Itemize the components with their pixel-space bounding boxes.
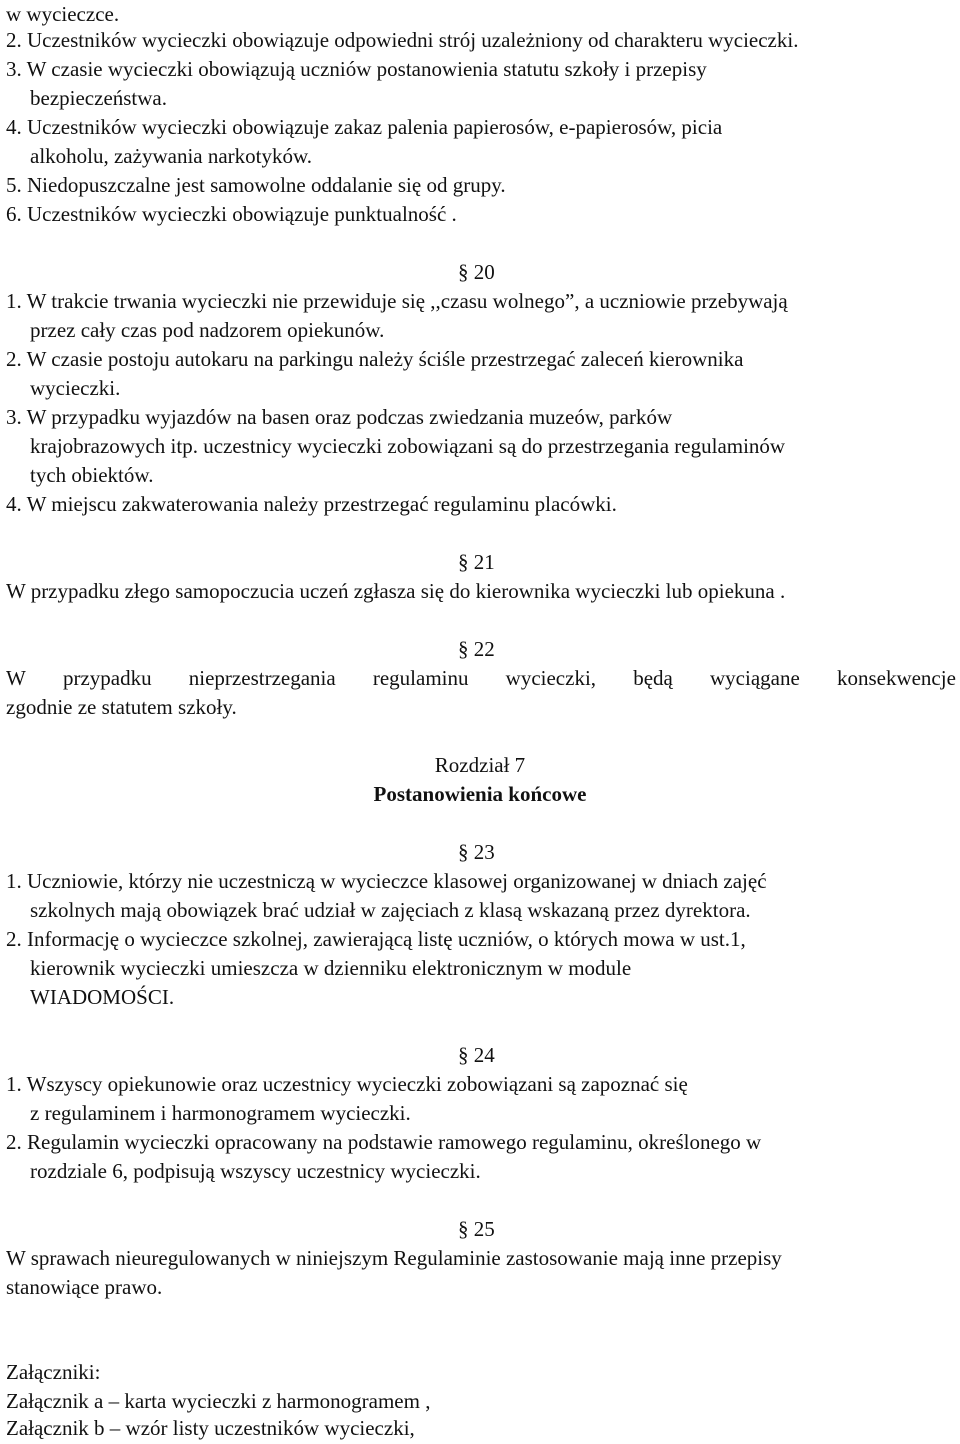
list-item: 5. Niedopuszczalne jest samowolne oddalanie się od grupy.	[6, 173, 506, 197]
word: W	[6, 666, 26, 690]
list-item-continuation: tych obiektów.	[30, 463, 154, 487]
list-item: 2. Regulamin wycieczki opracowany na podstawie ramowego regulaminu, określonego w	[6, 1130, 762, 1154]
list-item-continuation: kierownik wycieczki umieszcza w dzienniku elektronicznym w module	[30, 956, 632, 980]
list-item-continuation: z regulaminem i harmonogramem wycieczki.	[30, 1101, 411, 1125]
list-item-continuation: przez cały czas pod nadzorem opiekunów.	[30, 318, 385, 342]
section-number: § 25	[458, 1217, 495, 1241]
list-item: 1. Wszyscy opiekunowie oraz uczestnicy wycieczki zobowiązani są zapoznać się	[6, 1072, 688, 1096]
word: wycieczki,	[505, 666, 597, 690]
section-number: § 22	[458, 637, 495, 661]
list-item: 4. W miejscu zakwaterowania należy przestrzegać regulaminu placówki.	[6, 492, 617, 516]
list-item: 4. Uczestników wycieczki obowiązuje zakaz palenia papierosów, e-papierosów, picia	[6, 115, 723, 139]
list-item: 3. W przypadku wyjazdów na basen oraz podczas zwiedzania muzeów, parków	[6, 405, 673, 429]
list-item-continuation: alkoholu, zażywania narkotyków.	[30, 144, 313, 168]
list-item: 1. W trakcie trwania wycieczki nie przewiduje się ,,czasu wolnego”, a uczniowie przebywają	[6, 289, 788, 313]
attachment-item: Załącznik b – wzór listy uczestników wycieczki,	[6, 1416, 415, 1440]
attachment-item: Załącznik a – karta wycieczki z harmonogramem ,	[6, 1389, 431, 1413]
list-item-continuation: szkolnych mają obowiązek brać udział w zajęciach z klasą wskazaną przez dyrektora.	[30, 898, 751, 922]
paragraph-text	[6, 664, 956, 693]
word: wyciągane	[710, 666, 800, 690]
list-item: 1. Uczniowie, którzy nie uczestniczą w wycieczce klasowej organizowanej w dniach zajęć	[6, 869, 767, 893]
list-item: 2. Informację o wycieczce szkolnej, zawierającą listę uczniów, o których mowa w ust.1,	[6, 927, 746, 951]
paragraph-text: stanowiące prawo.	[6, 1275, 163, 1299]
paragraph-text: W sprawach nieuregulowanych w niniejszym Regulaminie zastosowanie mają inne przepisy	[6, 1246, 782, 1270]
chapter-number: Rozdział 7	[434, 753, 526, 777]
list-item-continuation: bezpieczeństwa.	[30, 86, 168, 110]
attachments-heading: Załączniki:	[6, 1360, 101, 1384]
chapter-title: Postanowienia końcowe	[373, 782, 587, 806]
word: będą	[633, 666, 673, 690]
word: regulaminu	[372, 666, 469, 690]
paragraph-text: zgodnie ze statutem szkoły.	[6, 695, 237, 719]
list-item-continuation: wycieczki.	[30, 376, 121, 400]
list-item-continuation: rozdziale 6, podpisują wszyscy uczestnicy wycieczki.	[30, 1159, 481, 1183]
section-number: § 24	[458, 1043, 495, 1067]
list-item-continuation: WIADOMOŚCI.	[30, 985, 175, 1009]
list-item: 6. Uczestników wycieczki obowiązuje punktualność .	[6, 202, 457, 226]
list-item-continuation: krajobrazowych itp. uczestnicy wycieczki zobowiązani są do przestrzegania regulaminów	[30, 434, 786, 458]
word: konsekwencje	[836, 666, 956, 690]
section-number: § 20	[458, 260, 495, 284]
list-item: 2. W czasie postoju autokaru na parkingu należy ściśle przestrzegać zaleceń kierownika	[6, 347, 744, 371]
section-number: § 21	[458, 550, 495, 574]
list-item: 2. Uczestników wycieczki obowiązuje odpowiedni strój uzależniony od charakteru wycieczki.	[6, 28, 799, 52]
list-item: 3. W czasie wycieczki obowiązują uczniów postanowienia statutu szkoły i przepisy	[6, 57, 707, 81]
word: nieprzestrzegania	[188, 666, 336, 690]
paragraph-text: W przypadku złego samopoczucia uczeń zgłasza się do kierownika wycieczki lub opiekuna .	[6, 579, 786, 603]
word: przypadku	[62, 666, 152, 690]
section-number: § 23	[458, 840, 495, 864]
text-line: w wycieczce.	[6, 2, 120, 26]
